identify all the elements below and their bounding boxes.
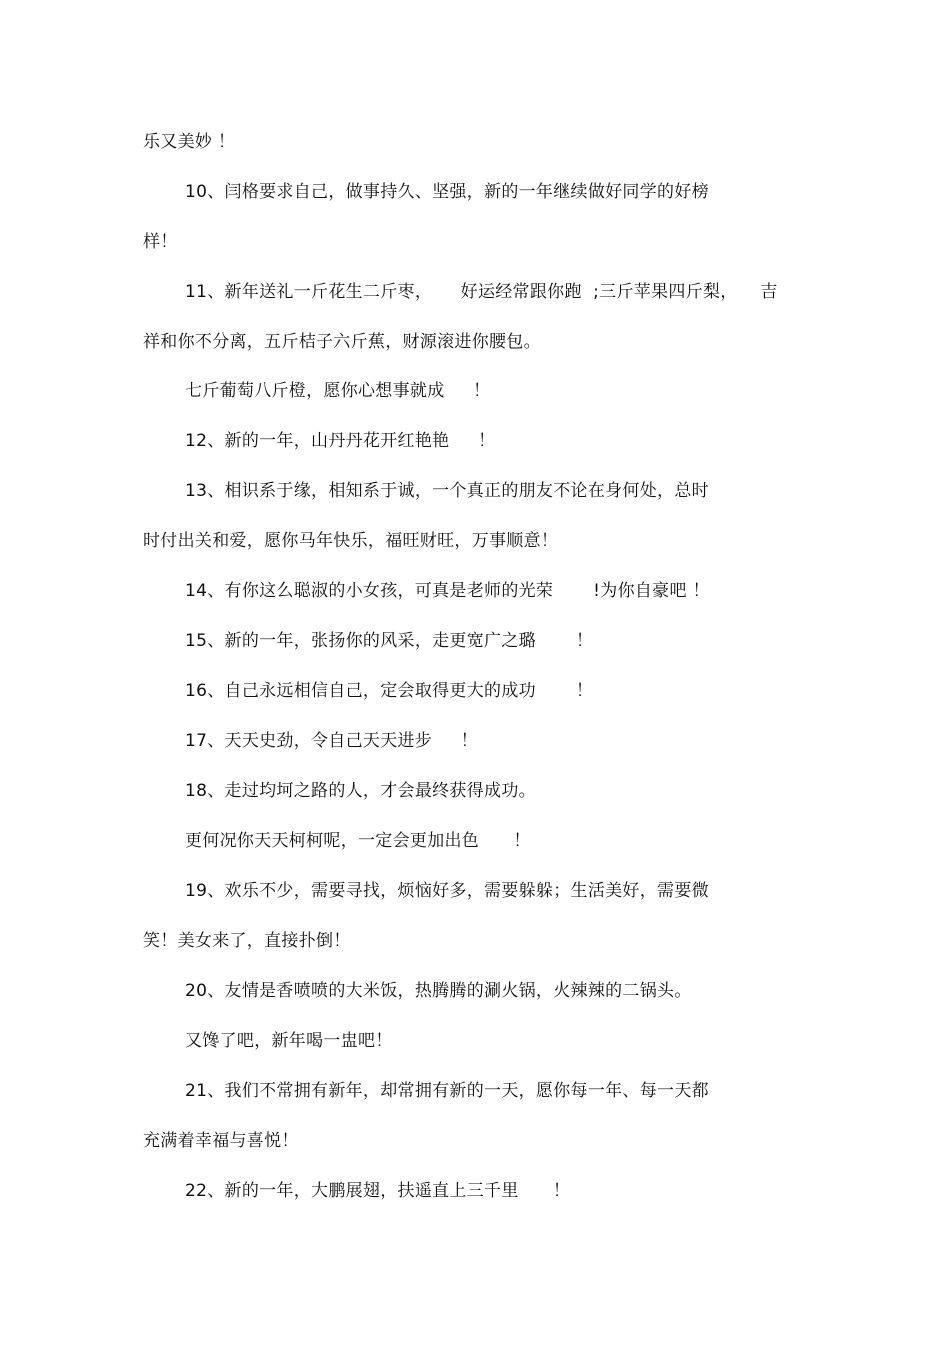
text-line: 充满着幸福与喜悦！ [143,1131,299,1151]
text-line: 17、天天史劲，令自己天天进步 ！ [185,731,478,751]
text-line: 更何况你天天柯柯呢，一定会更加出色 ！ [185,831,531,851]
text-line: 14、有你这么聪淑的小女孩，可真是老师的光荣 !为你自豪吧 ！ [185,581,710,601]
text-line: 21、我们不常拥有新年，却常拥有新的一天，愿你每一年、每一天都 [185,1081,709,1101]
text-line: 19、欢乐不少，需要寻找，烦恼好多，需要躲躲；生活美好，需要微 [185,881,709,901]
text-line: 时付出关和爱，愿你马年快乐，福旺财旺，万事顺意！ [143,531,559,551]
text-line: 样！ [143,232,178,252]
text-line: 10、闫格要求自己，做事持久、坚强，新的一年继续做好同学的好榜 [185,182,709,202]
text-line: 22、新的一年，大鹏展翅，扶遥直上三千里 ！ [185,1181,571,1201]
text-line: 11、新年送礼一斤花生二斤枣， 好运经常跟你跑 ;三斤苹果四斤梨， 吉 [185,282,778,302]
text-line: 18、走过均坷之路的人，才会最终获得成功。 [185,781,536,801]
text-line: 七斤葡萄八斤橙，愿你心想事就成 ！ [185,381,491,401]
text-line: 乐又美妙 ！ [143,132,236,152]
text-line: 20、友情是香喷喷的大米饭，热腾腾的涮火锅，火辣辣的二锅头。 [185,981,692,1001]
text-line: 13、相识系于缘，相知系于诚，一个真正的朋友不论在身何处，总时 [185,481,709,501]
text-line: 12、新的一年，山丹丹花开红艳艳 ！ [185,431,496,451]
text-line: 笑！美女来了，直接扑倒！ [143,931,351,951]
text-line: 又馋了吧，新年喝一盅吧！ [185,1031,393,1051]
text-line: 16、自己永远相信自己，定会取得更大的成功 ！ [185,681,594,701]
text-line: 15、新的一年，张扬你的风采，走更宽广之璐 ！ [185,631,594,651]
text-line: 祥和你不分离，五斤桔子六斤蕉，财源滚进你腰包。 [143,332,541,352]
